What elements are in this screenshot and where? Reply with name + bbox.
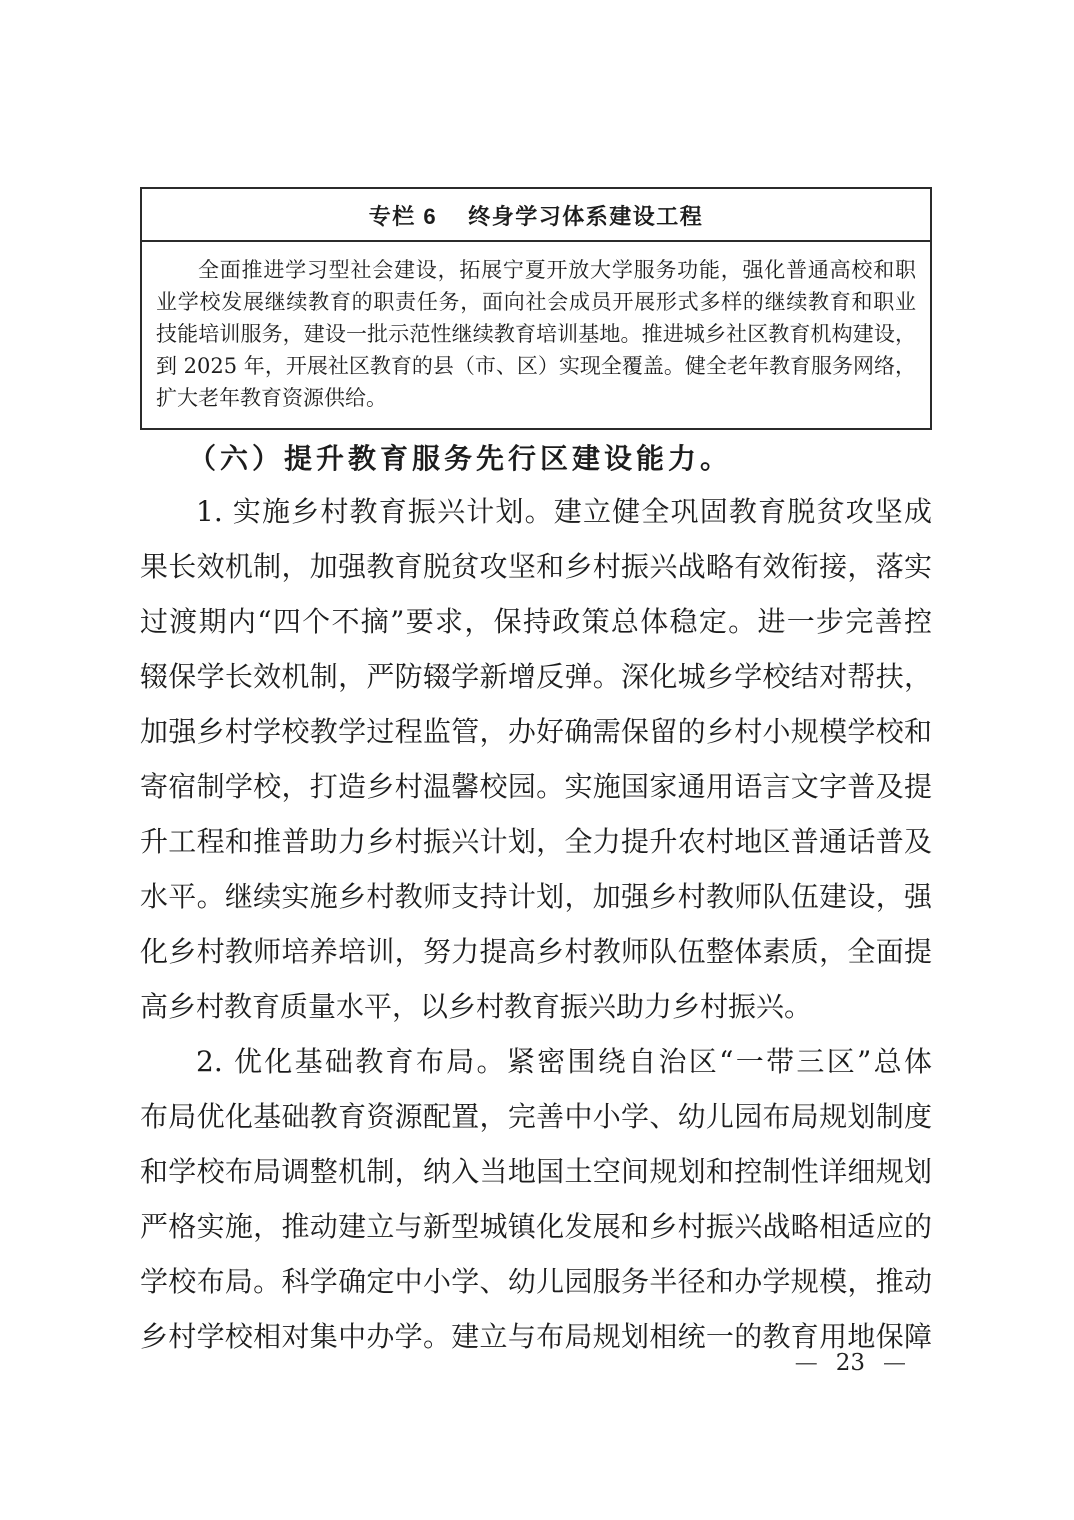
section-heading: （六）提升教育服务先行区建设能力。 (188, 442, 733, 475)
page-number: 23 (835, 1350, 865, 1376)
text-line: 学校布局。科学确定中小学、幼儿园服务半径和办学规模，推动 (140, 1265, 932, 1298)
page-footer (795, 1350, 906, 1376)
text-line: 1. 实施乡村教育振兴计划。建立健全巩固教育脱贫攻坚成 (196, 495, 932, 528)
text-line: 升工程和推普助力乡村振兴计划，全力提升农村地区普通话普及 (140, 825, 932, 858)
text-line: 加强乡村学校教学过程监管，办好确需保留的乡村小规模学校和 (140, 715, 932, 748)
text-line: 水平。继续实施乡村教师支持计划，加强乡村教师队伍建设，强 (140, 880, 932, 913)
text-line: 和学校布局调整机制，纳入当地国土空间规划和控制性详细规划 (140, 1155, 932, 1188)
paragraph-2 (140, 1034, 932, 1364)
paragraph-1 (140, 484, 932, 1034)
text-line: 业学校发展继续教育的职责任务，面向社会成员开展形式多样的继续教育和职业 (156, 290, 916, 314)
text-line: 辍保学长效机制，严防辍学新增反弹。深化城乡学校结对帮扶， (140, 660, 932, 693)
text-line: 乡村学校相对集中办学。建立与布局规划相统一的教育用地保障 (140, 1320, 932, 1353)
text-line: 布局优化基础教育资源配置，完善中小学、幼儿园布局规划制度 (140, 1100, 932, 1133)
text-line: 寄宿制学校，打造乡村温馨校园。实施国家通用语言文字普及提 (140, 770, 932, 803)
footer-dash-left: — (794, 1350, 818, 1376)
text-line: 过渡期内“四个不摘”要求，保持政策总体稳定。进一步完善控 (140, 605, 932, 638)
text-line: 扩大老年教育资源供给。 (156, 386, 387, 410)
callout-box (140, 187, 932, 430)
page-content (140, 187, 932, 1364)
text-line: 化乡村教师培养培训，努力提高乡村教师队伍整体素质，全面提 (140, 935, 932, 968)
text-line: 严格实施，推动建立与新型城镇化发展和乡村振兴战略相适应的 (140, 1210, 932, 1243)
text-line: 到 2025 年，开展社区教育的县（市、区）实现全覆盖。健全老年教育服务网络， (156, 354, 916, 378)
text-line: 2. 优化基础教育布局。紧密围绕自治区“一带三区”总体 (196, 1045, 932, 1078)
callout-box-body (142, 242, 930, 428)
text-line: 果长效机制，加强教育脱贫攻坚和乡村振兴战略有效衔接，落实 (140, 550, 932, 583)
callout-box-title: 专栏 6 终身学习体系建设工程 (142, 189, 930, 242)
text-line: 技能培训服务，建设一批示范性继续教育培训基地。推进城乡社区教育机构建设， (156, 322, 916, 346)
text-line: 高乡村教育质量水平，以乡村教育振兴助力乡村振兴。 (140, 990, 813, 1023)
footer-dash-right: — (883, 1350, 906, 1376)
text-line: 全面推进学习型社会建设，拓展宁夏开放大学服务功能，强化普通高校和职 (198, 258, 916, 282)
